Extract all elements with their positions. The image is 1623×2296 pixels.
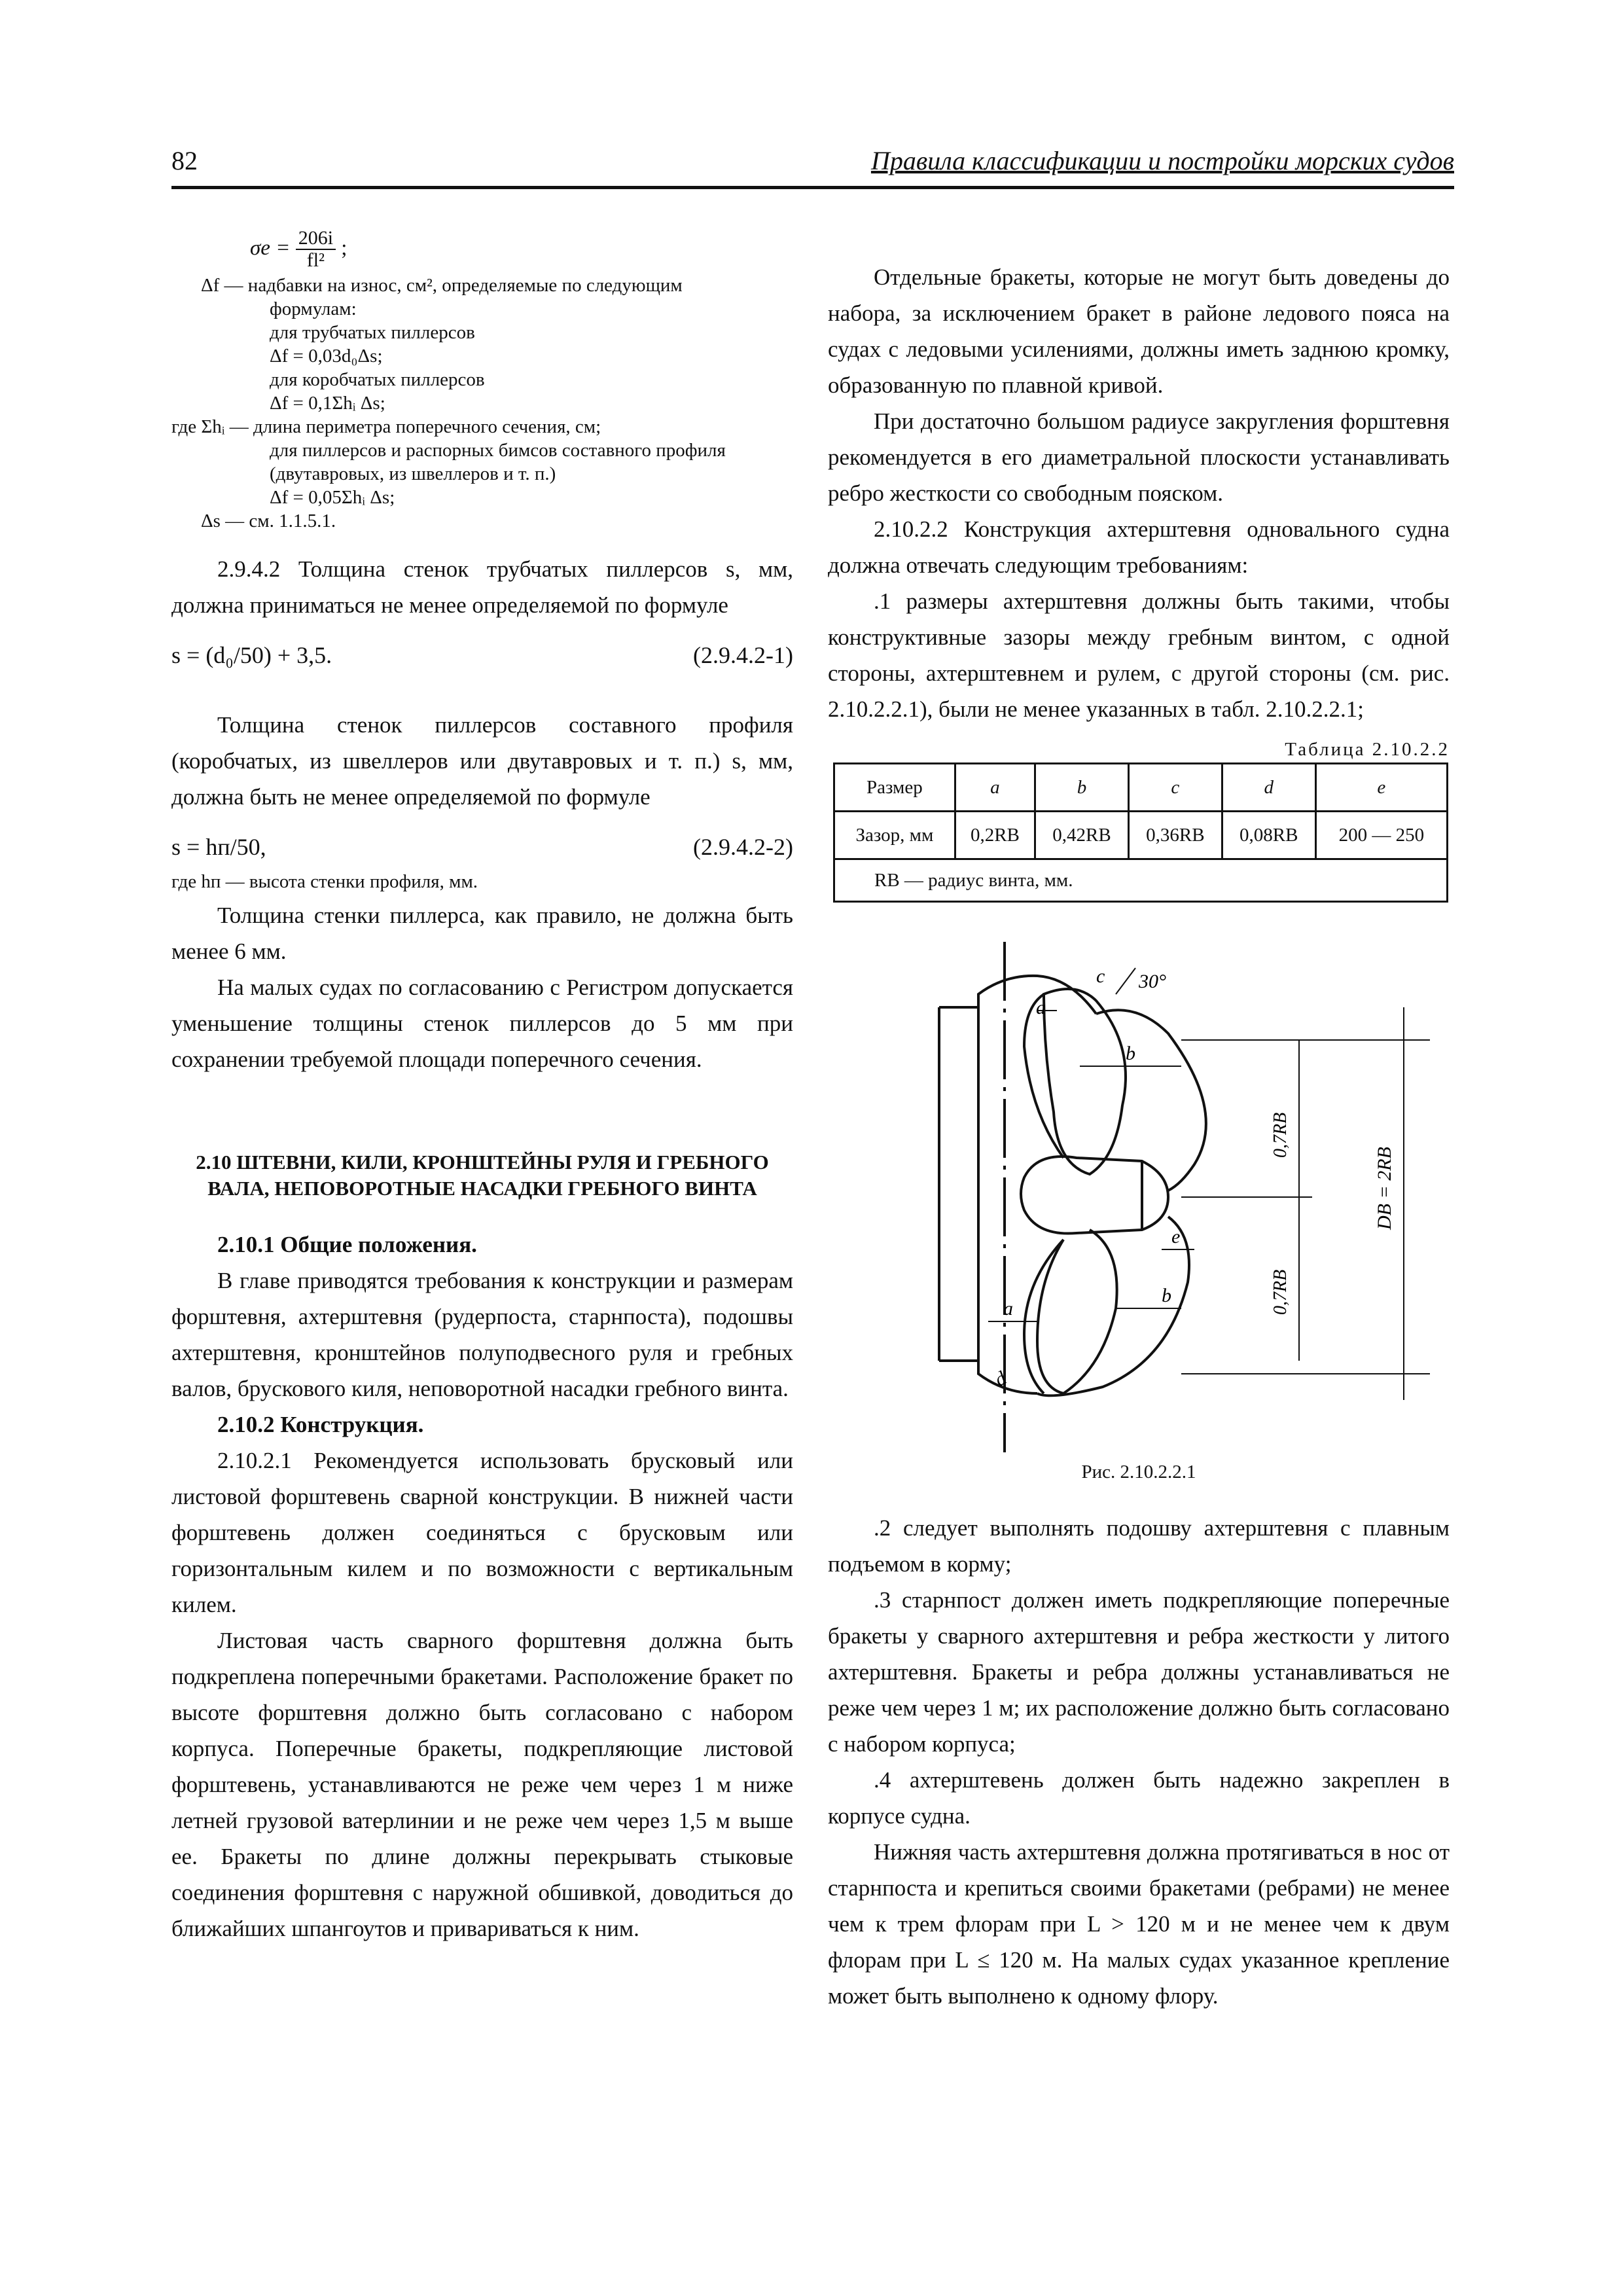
figure-label-a-bottom: a <box>1003 1298 1013 1319</box>
table-note-row <box>834 859 1448 902</box>
table-cell: 0,08RB <box>1222 812 1315 859</box>
paragraph-lower-part: Нижняя часть ахтерштевня должна протягиваться в нос от старнпоста и крепиться своими бракетами (ребрами) не менее чем к трем флорам при L > 120 м и не менее чем к двум флорам при L ≤ 120 м. На малых судах указанное крепление может быть выполнено к одному флору. <box>828 1839 1450 2009</box>
composite-label: для пиллерсов и распорных бимсов составного профиля <box>270 440 726 461</box>
equation-1-body: s = (d₀/50) + 3,5. <box>171 642 332 668</box>
where-h: где hп — высота стенки профиля, мм. <box>171 871 478 892</box>
figure-label-30: 30° <box>1139 971 1166 992</box>
paragraph-2-10-2-2: 2.10.2.2 Конструкция ахтерштевня одновального судна должна отвечать следующим требованиям: <box>828 516 1450 578</box>
box-formula: Δf = 0,1Σhᵢ Δs; <box>270 393 385 414</box>
figure-label-b-bottom: b <box>1162 1285 1171 1306</box>
equation-2 <box>171 828 793 866</box>
table-caption: Таблица 2.10.2.2 <box>1285 739 1450 760</box>
tube-label: для трубчатых пиллерсов <box>270 322 475 343</box>
figure-label-07-top: 0,7RB <box>1270 1112 1291 1158</box>
table-cell: 0,42RB <box>1035 812 1129 859</box>
clearance-table <box>833 762 1448 903</box>
box-label: для коробчатых пиллерсов <box>270 369 485 390</box>
figure-label-a-top: a <box>1036 997 1046 1018</box>
composite-formula: Δf = 0,05Σhᵢ Δs; <box>270 487 395 508</box>
item-4: .4 ахтерштевень должен быть надежно закреплен в корпусе судна. <box>828 1767 1450 1829</box>
propeller-diagram <box>828 942 1450 1452</box>
sigma-denominator: fl² <box>306 249 325 272</box>
table-cell: 0,2RB <box>955 812 1035 859</box>
table-row <box>834 812 1448 859</box>
figure-caption: Рис. 2.10.2.2.1 <box>1081 1462 1196 1482</box>
table-cell: 0,36RB <box>1128 812 1222 859</box>
figure-label-db: DB = 2RB <box>1374 1147 1395 1230</box>
page-number: 82 <box>171 146 198 175</box>
figure-label-c: c <box>1096 965 1105 987</box>
section-title-2-10: 2.10 ШТЕВНИ, КИЛИ, КРОНШТЕЙНЫ РУЛЯ И ГРЕБНОГО ВАЛА, НЕПОВОРОТНЫЕ НАСАДКИ ГРЕБНОГО ВИНТА <box>196 1151 769 1200</box>
paragraph-brackets: Отдельные бракеты, которые не могут быть доведены до набора, за исключением бракет в районе ледового пояса на судах с ледовыми усилениями, должны иметь заднюю кромку, образованную по плавной кривой. <box>828 264 1450 398</box>
paragraph-2-9-4-2: 2.9.4.2 Толщина стенок трубчатых пиллерсов s, мм, должна приниматься не менее определяемой по формуле <box>171 556 793 618</box>
equation-1-number: (2.9.4.2-1) <box>693 642 793 668</box>
table-header-cell: b <box>1035 764 1129 812</box>
heading-2-10-1: 2.10.1 Общие положения. <box>217 1232 477 1257</box>
right-column <box>828 223 1450 2014</box>
figure-label-07-bottom: 0,7RB <box>1270 1269 1291 1315</box>
sigma-numerator: 206i <box>296 228 336 250</box>
equation-2-number: (2.9.4.2-2) <box>693 834 793 860</box>
page-header <box>171 145 1454 189</box>
where-sum: где Σhᵢ — длина периметра поперечного сечения, см; <box>171 416 601 437</box>
paragraph-2-10-1: В главе приводятся требования к конструкции и размерам форштевня, ахтерштевня (рудерпоста, старнпоста), подошвы ахтерштевня, кронштейнов полуподвесного руля и гребных валов, брускового киля, неповоротной насадки гребного винта. <box>171 1268 793 1401</box>
figure-label-d: d <box>991 1367 1010 1391</box>
figure-label-e: e <box>1171 1226 1181 1247</box>
paragraph-sheet-stem: Листовая часть сварного форштевня должна быть подкреплена поперечными бракетами. Расположение бракет по высоте форштевня должно быть согласовано с набором корпуса. Поперечные бракеты, подкрепляющие листовой форштевень, устанавливаются не реже чем через 1 м ниже летней грузовой ватерлинии и не реже чем через 1,5 м выше ее. Бракеты по длине должны перекрывать стыковые соединения форштевня с наружной обшивкой, доводиться до ближайших шпангоутов и привариваться к ним. <box>171 1628 793 1941</box>
sigma-formula <box>171 223 793 274</box>
table-header-cell: a <box>955 764 1035 812</box>
sigma-lhs: σe = <box>250 236 291 260</box>
df-definition: Δf — надбавки на износ, см², определяемые по следующим <box>201 275 683 296</box>
table-header-row <box>834 764 1448 812</box>
item-1: .1 размеры ахтерштевня должны быть такими, чтобы конструктивные зазоры между гребным винтом, с одной стороны, ахтерштевнем и рулем, с другой стороны (см. рис. 2.10.2.2.1), были не менее указанных в табл. 2.10.2.2.1; <box>828 588 1450 722</box>
paragraph-2-10-2-1: 2.10.2.1 Рекомендуется использовать брусковый или листовой форштевень сварной конструкции. В нижней части форштевень должен соединяться с брусковым или горизонтальным килем и по возможности с вертикальным килем. <box>171 1448 793 1617</box>
left-column <box>171 223 793 1946</box>
table-cell: Зазор, мм <box>834 812 955 859</box>
table-header-cell: c <box>1128 764 1222 812</box>
paragraph-composite: Толщина стенок пиллерсов составного профиля (коробчатых, из швеллеров или двутавровых и т. п.) s, мм, должна быть не менее определяемой по формуле <box>171 712 793 810</box>
ds-reference: Δs — см. 1.1.5.1. <box>201 511 336 531</box>
tube-formula: Δf = 0,03d₀Δs; <box>270 346 383 367</box>
paragraph-min-thickness: Толщина стенки пиллерса, как правило, не должна быть менее 6 мм. <box>171 903 793 964</box>
paragraph-radius: При достаточно большом радиусе закругления форштевня рекомендуется в его диаметральной плоскости устанавливать ребро жесткости со свободным пояском. <box>828 408 1450 506</box>
heading-2-10-2: 2.10.2 Конструкция. <box>217 1412 424 1437</box>
figure-label-b-top: b <box>1126 1043 1135 1064</box>
table-header-cell: d <box>1222 764 1315 812</box>
composite-label-cont: (двутавровых, из швеллеров и т. п.) <box>270 463 556 484</box>
equation-2-body: s = hп/50, <box>171 834 266 860</box>
table-header-cell: e <box>1315 764 1447 812</box>
running-title: Правила классификации и постройки морских судов <box>870 146 1454 175</box>
df-definition-cont: формулам: <box>270 298 357 319</box>
sigma-fraction <box>296 228 336 271</box>
item-2: .2 следует выполнять подошву ахтерштевня с плавным подъемом в корму; <box>828 1515 1450 1577</box>
equation-1 <box>171 636 793 674</box>
table-note: RB — радиус винта, мм. <box>834 859 1448 902</box>
sigma-end: ; <box>341 236 348 260</box>
paragraph-small-vessels: На малых судах по согласованию с Регистром допускается уменьшение толщины стенок пиллерсов до 5 мм при сохранении требуемой площади поперечного сечения. <box>171 975 793 1072</box>
item-3: .3 старнпост должен иметь подкрепляющие поперечные бракеты у сварного ахтерштевня и ребра жесткости у литого ахтерштевня. Бракеты и ребра должны устанавливаться не реже чем через 1 м; их расположение должно быть согласовано с набором корпуса; <box>828 1587 1450 1757</box>
table-header-cell: Размер <box>834 764 955 812</box>
propeller-figure <box>828 942 1450 1452</box>
table-cell: 200 — 250 <box>1315 812 1447 859</box>
